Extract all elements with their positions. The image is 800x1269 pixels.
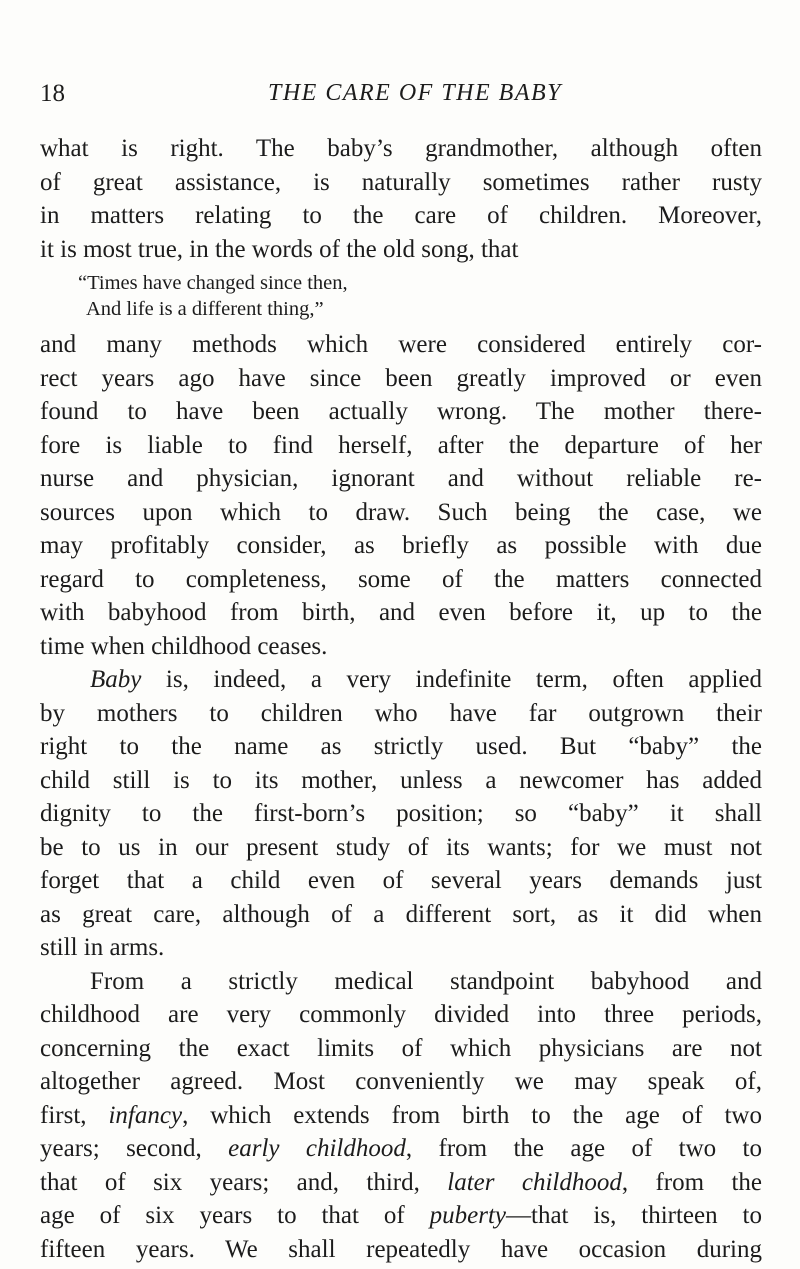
text-span: , from the age of two to [405, 1135, 762, 1162]
text-span: first, [40, 1101, 109, 1129]
text-line: child still is to its mother, unless a newcomer has added [40, 766, 762, 794]
text-line: fore is liable to find herself, after the departure of her [40, 431, 762, 459]
text-line: and many methods which were considered entirely cor- [40, 331, 762, 358]
text-span: —that is, thirteen to [506, 1202, 762, 1229]
text-line: by mothers to children who have far outgrown their [40, 699, 762, 727]
text-span: years; second, [40, 1135, 229, 1162]
italic-term: puberty [429, 1202, 507, 1229]
text-line: nurse and physician, ignorant and without reliable re- [40, 465, 762, 492]
text-line: From a strictly medical standpoint babyhood and [90, 967, 762, 995]
text-span: , from the [621, 1168, 763, 1196]
verse-line: “Times have changed since then, [78, 272, 348, 294]
verse-line: And life is a different thing,” [86, 298, 324, 320]
body-text [40, 132, 762, 1266]
text-line: concerning the exact limits of which physicians are not [40, 1034, 762, 1062]
italic-term: later childhood [447, 1168, 622, 1196]
text-line: in matters relating to the care of children. Moreover, [40, 202, 762, 229]
text-line [40, 663, 762, 697]
text-line: altogether agreed. Most conveniently we may speak of, [40, 1068, 762, 1095]
text-line: sources upon which to draw. Such being the case, we [40, 498, 762, 526]
text-line: childhood are very commonly divided into three periods, [40, 1001, 762, 1028]
text-line: be to us in our present study of its wants; for we must not [40, 833, 762, 861]
text-span: that of six years; and, third, [40, 1168, 448, 1196]
text-line [40, 1099, 762, 1133]
text-line: with babyhood from birth, and even before it, up to the [40, 599, 762, 626]
text-line: dignity to the first-born’s position; so “baby” it shall [40, 800, 762, 827]
running-title: THE CARE OF THE BABY [268, 80, 562, 106]
text-line: what is right. The baby’s grandmother, although often [40, 135, 762, 162]
text-line: as great care, although of a different sort, as it did when [40, 900, 762, 928]
text-line [40, 1199, 762, 1233]
paragraph-2 [40, 328, 762, 663]
paragraph-1 [40, 132, 762, 266]
text-line: time when childhood ceases. [40, 632, 328, 660]
page-number: 18 [40, 80, 65, 107]
text-line: of great assistance, is naturally sometimes rather rusty [40, 168, 762, 196]
paragraph-3 [40, 663, 762, 965]
text-line: still in arms. [40, 934, 165, 961]
text-line: it is most true, in the words of the old song, that [40, 235, 519, 263]
text-line [40, 1132, 762, 1166]
text-line [40, 1166, 762, 1200]
text-line: fifteen years. We shall repeatedly have occasion during [40, 1235, 762, 1263]
italic-term: Baby [90, 666, 142, 693]
text-line: regard to completeness, some of the matters connected [40, 565, 762, 593]
text-span: age of six years to that of [40, 1202, 430, 1229]
text-line: rect years ago have since been greatly improved or even [40, 364, 762, 392]
text-line: forget that a child even of several years demands just [40, 867, 762, 894]
verse-quote [40, 270, 762, 322]
text-line: found to have been actually wrong. The mother there- [40, 398, 762, 425]
paragraph-4 [40, 965, 762, 1267]
page-header [40, 80, 760, 114]
italic-term: early childhood [228, 1135, 406, 1162]
text-span: is, indeed, a very indefinite term, often applied [141, 666, 762, 693]
text-line: right to the name as strictly used. But “baby” the [40, 733, 762, 760]
italic-term: infancy [108, 1101, 183, 1129]
text-line: may profitably consider, as briefly as possible with due [40, 532, 762, 559]
text-span: , which extends from birth to the age of two [182, 1101, 762, 1129]
